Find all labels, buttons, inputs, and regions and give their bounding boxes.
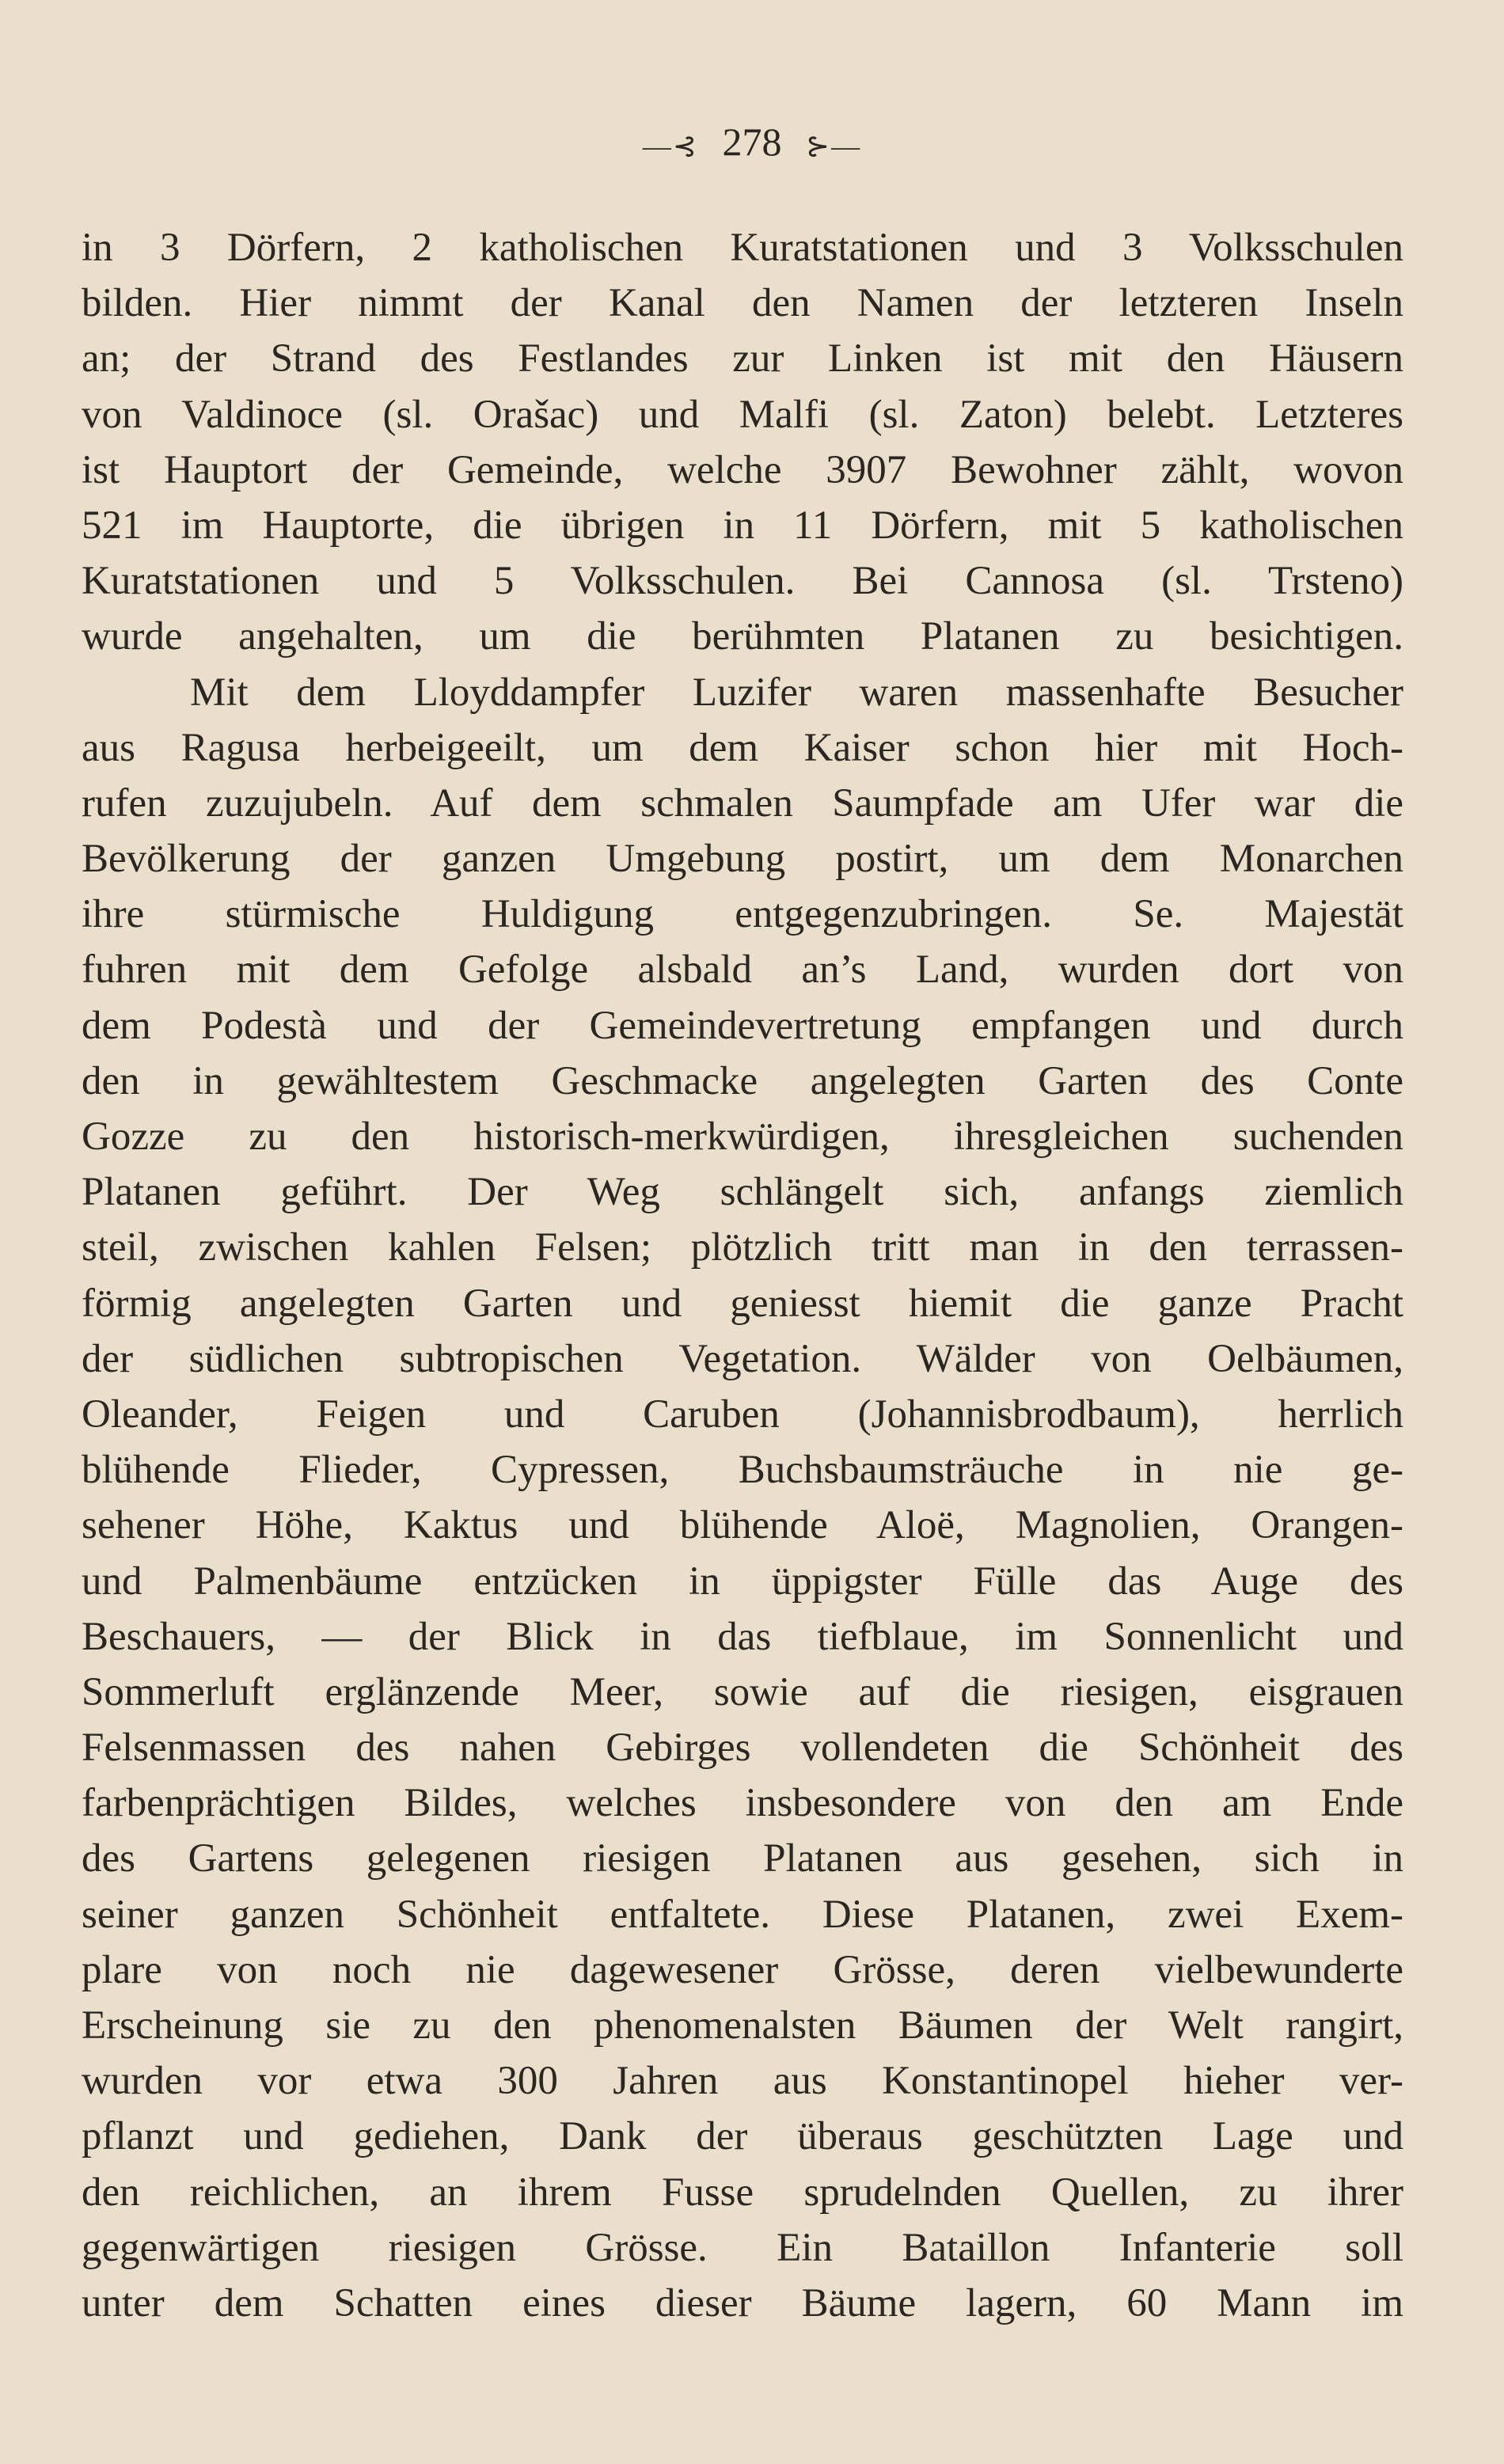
text-line-content: Bevölkerung der ganzen Umgebung postirt, um dem Monarchen (82, 837, 1403, 882)
text-line (82, 1554, 1403, 1609)
text-line-content: von Valdinoce (sl. Orašac) und Malfi (sl. Zaton) belebt. Letzteres (82, 392, 1403, 437)
text-line (82, 498, 1403, 553)
text-line-content: unter dem Schatten eines dieser Bäume lagern, 60 Mann im (82, 2280, 1403, 2325)
text-line-content: Felsenmassen des nahen Gebirges vollendeten die Schönheit des (82, 1726, 1403, 1771)
text-line-content: aus Ragusa herbeigeeilt, um dem Kaiser schon hier mit Hoch- (82, 725, 1403, 770)
header-ornament-left: —⊰ (642, 130, 698, 162)
text-line-content: wurden vor etwa 300 Jahren aus Konstantinopel hieher ver- (82, 2059, 1403, 2104)
text-line (82, 998, 1403, 1054)
text-line (82, 1442, 1403, 1498)
body-text (82, 220, 1403, 2331)
text-line (82, 220, 1403, 275)
text-line-content: fuhren mit dem Gefolge alsbald an’s Land, wurden dort von (82, 947, 1403, 993)
text-line (82, 1831, 1403, 1886)
text-line (82, 1942, 1403, 1998)
text-line (82, 609, 1403, 664)
text-line-content: rufen zuzujubeln. Auf dem schmalen Saumpfade am Ufer war die (82, 780, 1403, 826)
text-line (82, 331, 1403, 386)
text-line-content: Platanen geführt. Der Weg schlängelt sich, anfangs ziemlich (82, 1170, 1403, 1215)
text-line-content: Erscheinung sie zu den phenomenalsten Bäumen der Welt rangirt, (82, 2003, 1403, 2048)
text-line-content: des Gartens gelegenen riesigen Platanen aus gesehen, sich in (82, 1836, 1403, 1881)
text-line-content: seiner ganzen Schönheit entfaltete. Diese Platanen, zwei Exem- (82, 1892, 1403, 1937)
text-line-content: Sommerluft erglänzende Meer, sowie auf die riesigen, eisgrauen (82, 1669, 1403, 1714)
text-line-content: plare von noch nie dagewesener Grösse, deren vielbewunderte (82, 1947, 1403, 1992)
text-line (82, 942, 1403, 997)
text-line-content: pflanzt und gediehen, Dank der überaus geschützten Lage und (82, 2114, 1403, 2159)
text-line-content: der südlichen subtropischen Vegetation. Wälder von Oelbäumen, (82, 1336, 1403, 1381)
text-line-content: blühende Flieder, Cypressen, Buchsbaumsträuche in nie ge- (82, 1448, 1403, 1493)
page-header (0, 119, 1504, 165)
text-line (82, 1387, 1403, 1442)
text-line (82, 1887, 1403, 1942)
text-line (82, 1775, 1403, 1831)
text-line (82, 720, 1403, 776)
text-line-content: Gozze zu den historisch-merkwürdigen, ihresgleichen suchenden (82, 1114, 1403, 1159)
text-line-content: und Palmenbäume entzücken in üppigster Fülle das Auge des (82, 1559, 1403, 1604)
text-line-content: sehener Höhe, Kaktus und blühende Aloë, Magnolien, Orangen- (82, 1503, 1403, 1548)
text-line (82, 2053, 1403, 2109)
text-line (82, 1331, 1403, 1387)
header-ornament-right: ⊱— (806, 130, 862, 162)
text-line-content: in 3 Dörfern, 2 katholischen Kuratstationen und 3 Volksschulen (82, 226, 1403, 270)
text-line-content: an; der Strand des Festlandes zur Linken ist mit den Häusern (82, 336, 1403, 382)
text-line (82, 1220, 1403, 1275)
text-line-content: ist Hauptort der Gemeinde, welche 3907 Bewohner zählt, wovon (82, 447, 1403, 492)
text-line (82, 2220, 1403, 2276)
text-line-content: dem Podestà und der Gemeindevertretung empfangen und durch (82, 1003, 1403, 1048)
text-line (82, 1109, 1403, 1164)
text-line (82, 2165, 1403, 2220)
text-line-content: Kuratstationen und 5 Volksschulen. Bei Cannosa (sl. Trsteno) (82, 559, 1403, 604)
text-line (82, 1665, 1403, 1720)
text-line (82, 1998, 1403, 2053)
text-line (82, 831, 1403, 887)
text-line-content: Mit dem Lloyddampfer Luzifer waren massenhafte Besucher (190, 670, 1403, 715)
text-line (82, 553, 1403, 609)
text-line (82, 2109, 1403, 2164)
text-line (82, 1276, 1403, 1331)
text-line-content: ihre stürmische Huldigung entgegenzubringen. Se. Majestät (82, 892, 1403, 937)
text-line-content: Oleander, Feigen und Caruben (Johannisbrodbaum), herrlich (82, 1391, 1403, 1437)
text-line-content: bilden. Hier nimmt der Kanal den Namen der letzteren Inseln (82, 281, 1403, 326)
text-line-content: farbenprächtigen Bildes, welches insbesondere von den am Ende (82, 1781, 1403, 1826)
text-line-content: den reichlichen, an ihrem Fusse sprudelnden Quellen, zu ihrer (82, 2170, 1403, 2215)
text-line (82, 665, 1403, 720)
text-line (82, 887, 1403, 942)
text-line-content: wurde angehalten, um die berühmten Platanen zu besichtigen. (82, 614, 1403, 659)
text-line-content: Beschauers, — der Blick in das tiefblaue, im Sonnenlicht und (82, 1614, 1403, 1659)
text-line-content: steil, zwischen kahlen Felsen; plötzlich tritt man in den terrassen- (82, 1225, 1403, 1270)
text-line (82, 776, 1403, 831)
text-line-content: den in gewähltestem Geschmacke angelegten Garten des Conte (82, 1058, 1403, 1103)
text-line (82, 1720, 1403, 1775)
text-line (82, 2276, 1403, 2331)
text-line-content: förmig angelegten Garten und geniesst hiemit die ganze Pracht (82, 1281, 1403, 1326)
page-number: 278 (722, 120, 782, 164)
text-line (82, 1164, 1403, 1220)
text-line (82, 1609, 1403, 1665)
text-line (82, 275, 1403, 331)
text-line-content: 521 im Hauptorte, die übrigen in 11 Dörfern, mit 5 katholischen (82, 503, 1403, 548)
text-line-content: gegenwärtigen riesigen Grösse. Ein Bataillon Infanterie soll (82, 2225, 1403, 2270)
text-line (82, 1054, 1403, 1109)
text-line (82, 442, 1403, 498)
text-line (82, 1498, 1403, 1553)
text-line (82, 387, 1403, 442)
